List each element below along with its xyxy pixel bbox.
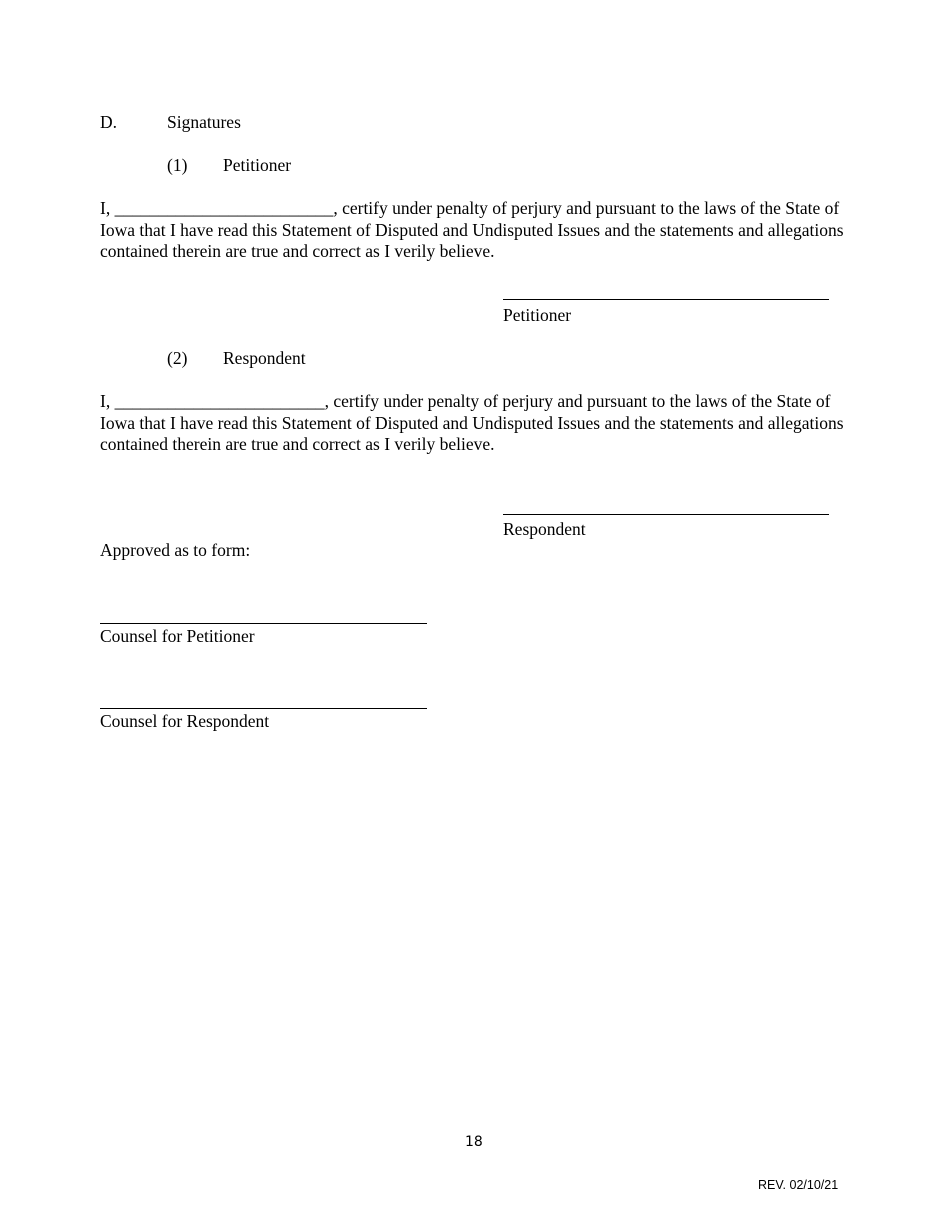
petitioner-signature-line[interactable] [503, 299, 829, 300]
counsel-respondent-signature-line[interactable] [100, 708, 427, 709]
approval-label: Approved as to form: [100, 540, 251, 560]
section-title: Signatures [167, 112, 241, 132]
section-letter: D. [100, 112, 118, 132]
respondent-signature-line[interactable] [503, 514, 829, 515]
counsel-petitioner-signature-line[interactable] [100, 623, 427, 624]
petitioner-number: (1) [167, 155, 188, 175]
respondent-heading: Respondent [223, 348, 306, 368]
petitioner-statement: I, _________________________, certify under penalty of perjury and pursuant to the laws of the State of Iowa that I have read this Statement of Disputed and Undisputed Issues and the statements and allegations contained therein are true and correct as I verily believe. [100, 198, 844, 261]
petitioner-heading: Petitioner [223, 155, 292, 175]
respondent-statement: I, ________________________, certify under penalty of perjury and pursuant to the laws of the State of Iowa that I have read this Statement of Disputed and Undisputed Issues and the statements and allegations contained therein are true and correct as I verily believe. [100, 391, 844, 454]
counsel-respondent-label: Counsel for Respondent [100, 711, 270, 731]
counsel-petitioner-label: Counsel for Petitioner [100, 626, 255, 646]
revision-date: REV. 02/10/21 [758, 1178, 839, 1192]
petitioner-signature-label: Petitioner [503, 305, 572, 325]
page-number: 18 [465, 1134, 483, 1150]
respondent-signature-label: Respondent [503, 519, 586, 539]
respondent-number: (2) [167, 348, 188, 368]
